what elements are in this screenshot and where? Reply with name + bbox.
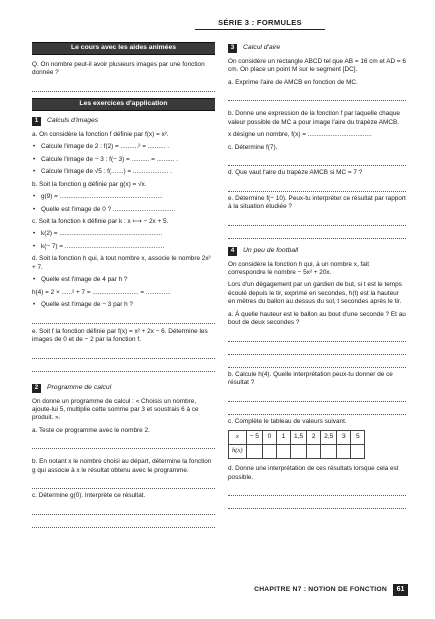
table-cell: 1,5 xyxy=(290,431,306,445)
answer-line xyxy=(228,499,406,509)
ex3-b: b. Donne une expression de la fonction f par laquelle chaque valeur possible de MC a pour image l'aire du trapèze AMCB. xyxy=(228,110,400,126)
table-cell: 1 xyxy=(276,431,290,445)
ex2-b: b. En notant x le nombre choisi au départ, détermine la fonction g qui associe à x le résultat obtenu avec le programme. xyxy=(32,458,212,474)
values-table xyxy=(228,430,365,459)
ex1-a-item: • Calcule l'image de − 3 : f(− 3) = .......... = .......... . xyxy=(32,156,215,164)
ex3-b-line: x désigne un nombre, f(x) = .................................... xyxy=(228,131,372,139)
chapter-title: CHAPITRE N7 : NOTION DE FONCTION xyxy=(254,585,387,593)
answer-line xyxy=(228,358,406,368)
ex1-e: e. Soit f la fonction définie par f(x) = x² + 2x − 6. Détermine les images de 0 et de − 2 par la fonction f. xyxy=(32,327,208,344)
exercise-title: Un peu de football xyxy=(243,246,299,254)
answer-line xyxy=(228,332,406,342)
answer-line xyxy=(32,518,215,528)
table-cell: − 5 xyxy=(246,431,262,445)
answer-line xyxy=(32,349,215,359)
answer-line xyxy=(228,486,406,496)
table-cell: 2 xyxy=(307,431,321,445)
page-number: 61 xyxy=(393,584,408,596)
answer-line xyxy=(228,91,406,101)
question-intro: Q. On nombre peut-il avoir plusieurs images par une fonction donnée ? xyxy=(32,60,205,77)
exercise-1-heading xyxy=(32,117,215,126)
ex4-d: d. Donne une interprétation de ces résultats lorsque cela est possible. xyxy=(228,465,399,481)
table-row xyxy=(229,431,365,445)
table-row-label: x xyxy=(229,431,247,445)
answer-line xyxy=(32,439,215,449)
ex4-text: Lors d'un dégagement par un gardien de but, si t est le temps écoulé depuis le tir, exprimé en secondes, h(t) est la hauteur en mètres du ballon au dessus du sol, t secondes après le tir. xyxy=(228,281,402,306)
ex4-b: b. Calcule h(4). Quelle interprétation peux-tu donner de ce résultat ? xyxy=(228,370,393,387)
table-cell-empty[interactable] xyxy=(290,445,306,459)
ex1-c-item: • k(− 7) = ........................................................ xyxy=(32,243,215,251)
page-header: SÉRIE 3 : FORMULES xyxy=(195,18,325,30)
ex1-d: d. Soit la fonction h qui, à tout nombre x, associe le nombre 2x² + 7. xyxy=(32,255,211,271)
table-cell-empty[interactable] xyxy=(337,445,351,459)
exercise-number: 1 xyxy=(32,117,41,126)
table-cell-empty[interactable] xyxy=(276,445,290,459)
ex3-c: c. Détermine f(7). xyxy=(228,143,278,151)
table-cell-empty[interactable] xyxy=(321,445,337,459)
ex3-intro: On considère un rectangle ABCD tel que AB = 16 cm et AD = 6 cm. On place un point M sur le segment [DC]. xyxy=(228,58,406,74)
ex1-a-item: • Calcule l'image de √5 : f(.......) = .................... . xyxy=(32,168,215,176)
exercise-number: 2 xyxy=(32,384,41,393)
page-footer xyxy=(236,584,408,596)
ex1-b-item: • g(9) = .......................................................... xyxy=(32,193,215,201)
exercise-number: 3 xyxy=(228,44,237,53)
table-cell-empty[interactable] xyxy=(246,445,262,459)
ex4-intro: On considère la fonction h qui, à un nombre x, fait correspondre le nombre − 5x² + 20x. xyxy=(228,260,370,276)
ex1-d-item: • Quelle est l'image de − 3 par h ? xyxy=(32,301,215,309)
exercise-4-heading xyxy=(228,247,406,256)
answer-line xyxy=(32,314,215,324)
ex2-c: c. Détermine g(0). Interprète ce résultat. xyxy=(32,492,146,500)
table-cell: 5 xyxy=(351,431,365,445)
table-row xyxy=(229,445,365,459)
table-cell: 2,5 xyxy=(321,431,337,445)
answer-line xyxy=(228,156,406,166)
ex1-b-item: • Quelle est l'image de 0 ? ................................... xyxy=(32,206,215,214)
right-column xyxy=(228,42,406,512)
section-bar-exercices: Les exercices d'application xyxy=(32,98,215,111)
answer-line xyxy=(228,392,406,402)
section-bar-cours: Le cours avec les aides animées xyxy=(32,42,215,55)
exercise-title: Calculs d'images xyxy=(47,116,99,124)
ex3-e: e. Détermine f(− 10). Peux-tu interpréter ce résultat par rapport à la situation étudiée ? xyxy=(228,194,406,211)
ex2-intro: On donne un programme de calcul : « Choisis un nombre, ajoute-lui 5, multiplie cette somme par 3 et soustrais 6 à ce produit. ». xyxy=(32,397,199,422)
table-cell: 0 xyxy=(262,431,276,445)
exercise-title: Calcul d'aire xyxy=(243,44,281,52)
table-row-label: h(x) xyxy=(229,445,247,459)
ex3-d: d. Que vaut l'aire du trapèze AMCB si MC = 7 ? xyxy=(228,169,363,177)
table-cell: 3 xyxy=(337,431,351,445)
ex1-a-item: • Calcule l'image de 2 : f(2) = ..........² = .......... . xyxy=(32,143,215,151)
table-cell-empty[interactable] xyxy=(307,445,321,459)
answer-line xyxy=(32,82,215,92)
ex1-d-line: h(4) = 2 × ......² + 7 = .......................... = .............. xyxy=(32,288,171,296)
ex4-a: a. À quelle hauteur est le ballon au bout d'une seconde ? Et au bout de deux secondes ? xyxy=(228,310,406,327)
answer-line xyxy=(228,405,406,415)
left-column xyxy=(32,42,215,531)
answer-line xyxy=(32,505,215,515)
exercise-3-heading xyxy=(228,44,406,53)
table-cell-empty[interactable] xyxy=(351,445,365,459)
exercise-2-heading xyxy=(32,384,215,393)
ex1-d-item: • Quelle est l'image de 4 par h ? xyxy=(32,276,215,284)
ex3-a: a. Exprime l'aire de AMCB en fonction de MC. xyxy=(228,78,358,86)
ex1-c: c. Soit la fonction k définie par k : x ⟼ − 2x + 5. xyxy=(32,218,169,226)
answer-line xyxy=(228,182,406,192)
answer-line xyxy=(32,479,215,489)
answer-line xyxy=(228,345,406,355)
answer-line xyxy=(32,362,215,372)
ex2-a: a. Teste ce programme avec le nombre 2. xyxy=(32,426,150,434)
ex1-b: b. Soit la fonction g définie par g(x) = √x. xyxy=(32,180,147,188)
answer-line xyxy=(228,216,406,226)
ex4-c: c. Complète le tableau de valeurs suivant. xyxy=(228,417,347,425)
table-cell-empty[interactable] xyxy=(262,445,276,459)
answer-line xyxy=(228,229,406,239)
exercise-title: Programme de calcul xyxy=(47,383,112,391)
exercise-number: 4 xyxy=(228,247,237,256)
ex1-c-item: • k(2) = .......................................................... xyxy=(32,230,215,238)
ex1-a: a. On considère la fonction f définie par f(x) = x². xyxy=(32,130,169,138)
